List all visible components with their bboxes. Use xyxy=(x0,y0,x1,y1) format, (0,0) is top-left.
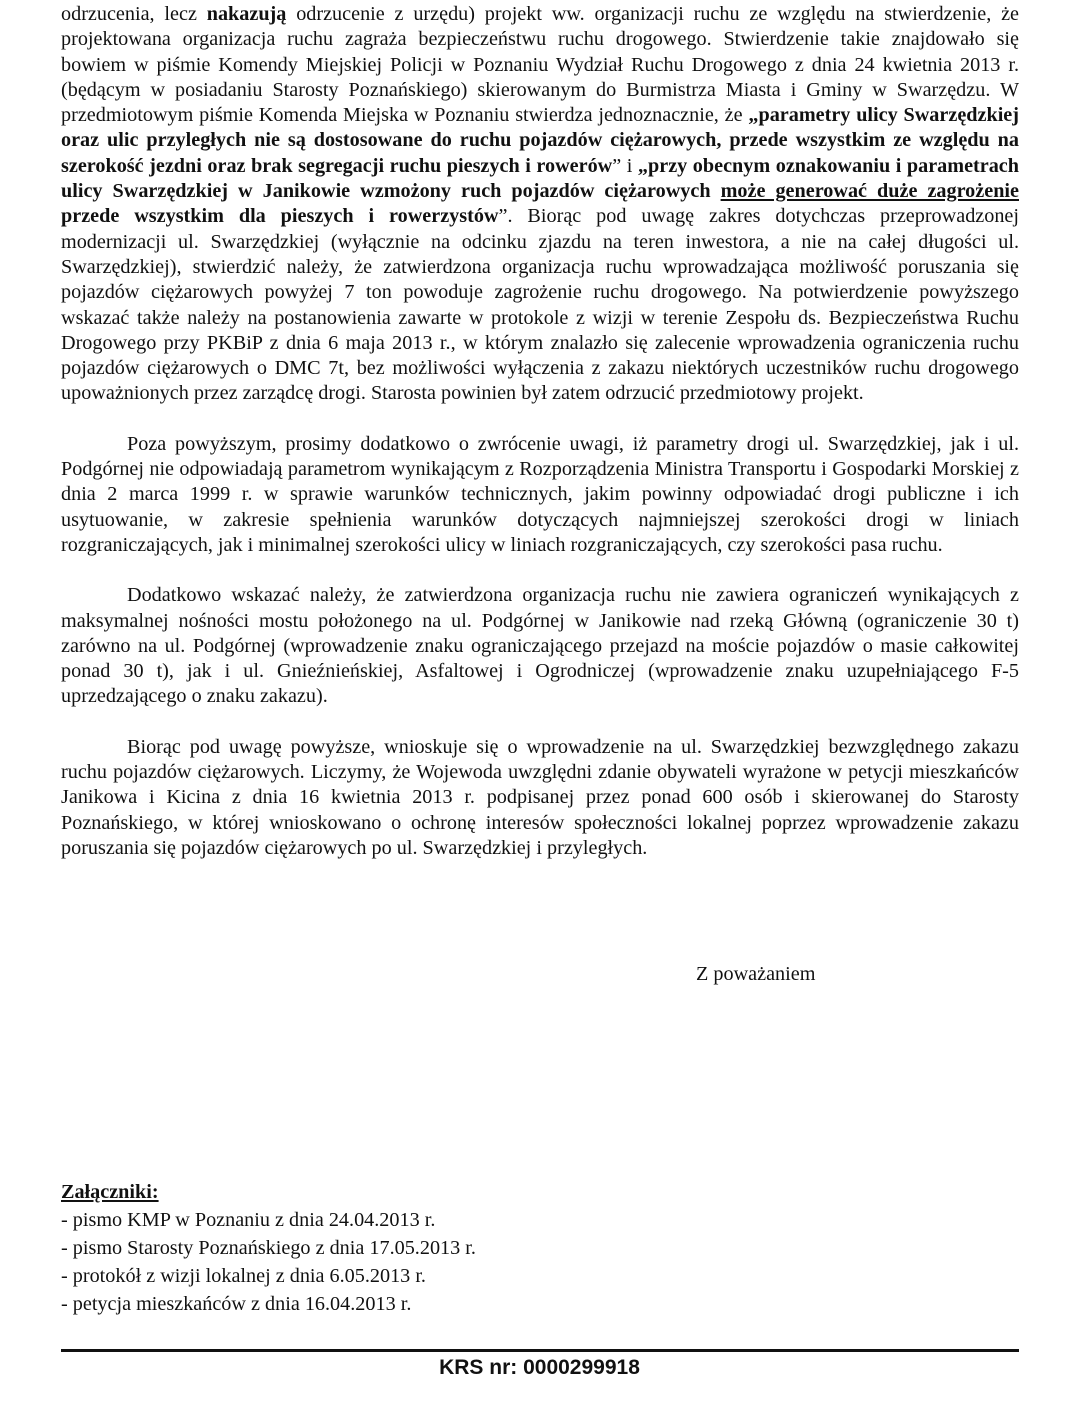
p1-bold-quote-3: przede wszystkim dla pieszych i rowerzystów xyxy=(61,205,499,228)
p1-bold-quote-1: „parametry ulicy Swarzędzkiej oraz ulic przyległych nie są dostosowane do ruchu pojazdów ciężarowych, przede wszystkim ze względu na szerokość jezdni oraz brak segregacji ruchu pieszych i rowerów xyxy=(61,104,1019,177)
footer-krs-number: KRS nr: 0000299918 xyxy=(439,1356,640,1379)
paragraph-4: Biorąc pod uwagę powyższe, wnioskuje się o wprowadzenie na ul. Swarzędzkiej bezwzględnego zakazu ruchu pojazdów ciężarowych. Liczymy, że Wojewoda uwzględni zdanie obywateli wyrażone w petycji mieszkańców Janikowa i Kicina z dnia 16 kwietnia 2013 r. podpisanej przez ponad 600 osób i skierowanej do Starosty Poznańskiego, w której wnioskowano o ochronę interesów społeczności lokalnej poprzez wprowadzenie zakazu poruszania się pojazdów ciężarowych po ul. Swarzędzkiej i przyległych. xyxy=(61,735,1019,859)
attachment-item: - pismo KMP w Poznaniu z dnia 24.04.2013 r. xyxy=(61,1209,436,1231)
attachments-heading: Załączniki: xyxy=(61,1181,159,1203)
paragraph-1 xyxy=(61,2,1019,407)
p1-text-2: odrzucenie z urzędu) projekt ww. organizacji ruchu ze względu na stwierdzenie, że projektowana organizacja ruchu zagraża bezpieczeństwu ruchu drogowego. Stwierdzenie takie znajdowało się bowiem w piśmie Komendy Miejskiej Policji w Poznaniu Wydział Ruchu Drogowego z dnia 24 kwietnia 2013 r. (będącym w posiadaniu Starosty Poznańskiego) skierowanym do Burmistrza Miasta i Gminy w Swarzędzu. W przedmiotowym piśmie Komenda Miejska w Poznaniu stwierdza jednoznacznie, że xyxy=(61,3,1019,127)
p1-text-3: ” i xyxy=(612,154,638,177)
paragraph-3: Dodatkowo wskazać należy, że zatwierdzona organizacja ruchu nie zawiera ograniczeń wynikających z maksymalnej nośności mostu położonego na ul. Podgórnej w Janikowie nad rzeką Główną (ograniczenie 30 t) zarówno na ul. Podgórnej (wprowadzenie znaku ograniczającego przejazd na moście pojazdów o masie całkowitej ponad 30 t), jak i ul. Gnieźnieńskiej, Asfaltowej i Ogrodniczej (wprowadzenie znaku uzupełniającego F-5 uprzedzającego o znaku zakazu). xyxy=(61,584,1019,708)
p1-bold-quote-2: „przy obecnym oznakowaniu i parametrach ulicy Swarzędzkiej w Janikowie wzmożony ruch pojazdów ciężarowych xyxy=(61,154,1019,203)
paragraph-2: Poza powyższym, prosimy dodatkowo o zwrócenie uwagi, iż parametry drogi ul. Swarzędzkiej, jak i ul. Podgórnej nie odpowiadają parametrom wynikającym z Rozporządzenia Ministra Transportu i Gospodarki Morskiej z dnia 2 marca 1999 r. w sprawie warunków technicznych, jakim powinny odpowiadać drogi publiczne i ich usytuowanie, w zakresie spełnienia warunków dotyczących najmniejszej szerokości drogi w liniach rozgraniczających, jak i minimalnej szerokości ulicy w liniach rozgraniczających, czy szerokości pasa ruchu. xyxy=(61,432,1019,556)
letter-page xyxy=(61,0,1020,1315)
p1-text-4: ”. Biorąc pod uwagę zakres dotychczas przeprowadzonej modernizacji ul. Swarzędzkiej (wyłącznie na odcinku zjazdu na teren inwestora, a nie na całej długości ul. Swarzędzkiej), stwierdzić należy, że zatwierdzona organizacja ruchu wprowadzająca możliwość poruszania się pojazdów ciężarowych powyżej 7 ton powoduje zagrożenie ruchu drogowego. Na potwierdzenie powyższego wskazać także należy na postanowienia zawarte w protokole z wizji w terenie Zespołu ds. Bezpieczeństwa Ruchu Drogowego przy PKBiP z dnia 6 maja 2013 r., w którym znalazło się zalecenie wprowadzenia ograniczenia ruchu pojazdów ciężarowych o DMC 7t, bez możliwości wyłączenia z zakazu niektórych uczestników ruchu drogowego upoważnionych przez zarządcę drogi. Starosta powinien był zatem odrzucić przedmiotowy projekt. xyxy=(61,205,1020,405)
p1-bold-1: nakazują xyxy=(206,3,287,25)
closing-salutation: Z poważaniem xyxy=(696,963,816,985)
attachment-item: - protokół z wizji lokalnej z dnia 6.05.2013 r. xyxy=(61,1265,426,1287)
p1-text-1: odrzucenia, lecz xyxy=(61,3,207,25)
attachment-item: - pismo Starosty Poznańskiego z dnia 17.05.2013 r. xyxy=(61,1237,476,1259)
attachments-list xyxy=(61,1206,476,1318)
footer-divider xyxy=(61,1349,1019,1352)
p1-bold-underlined: może generować duże zagrożenie xyxy=(720,180,1019,203)
attachment-item: - petycja mieszkańców z dnia 16.04.2013 r. xyxy=(61,1293,412,1315)
